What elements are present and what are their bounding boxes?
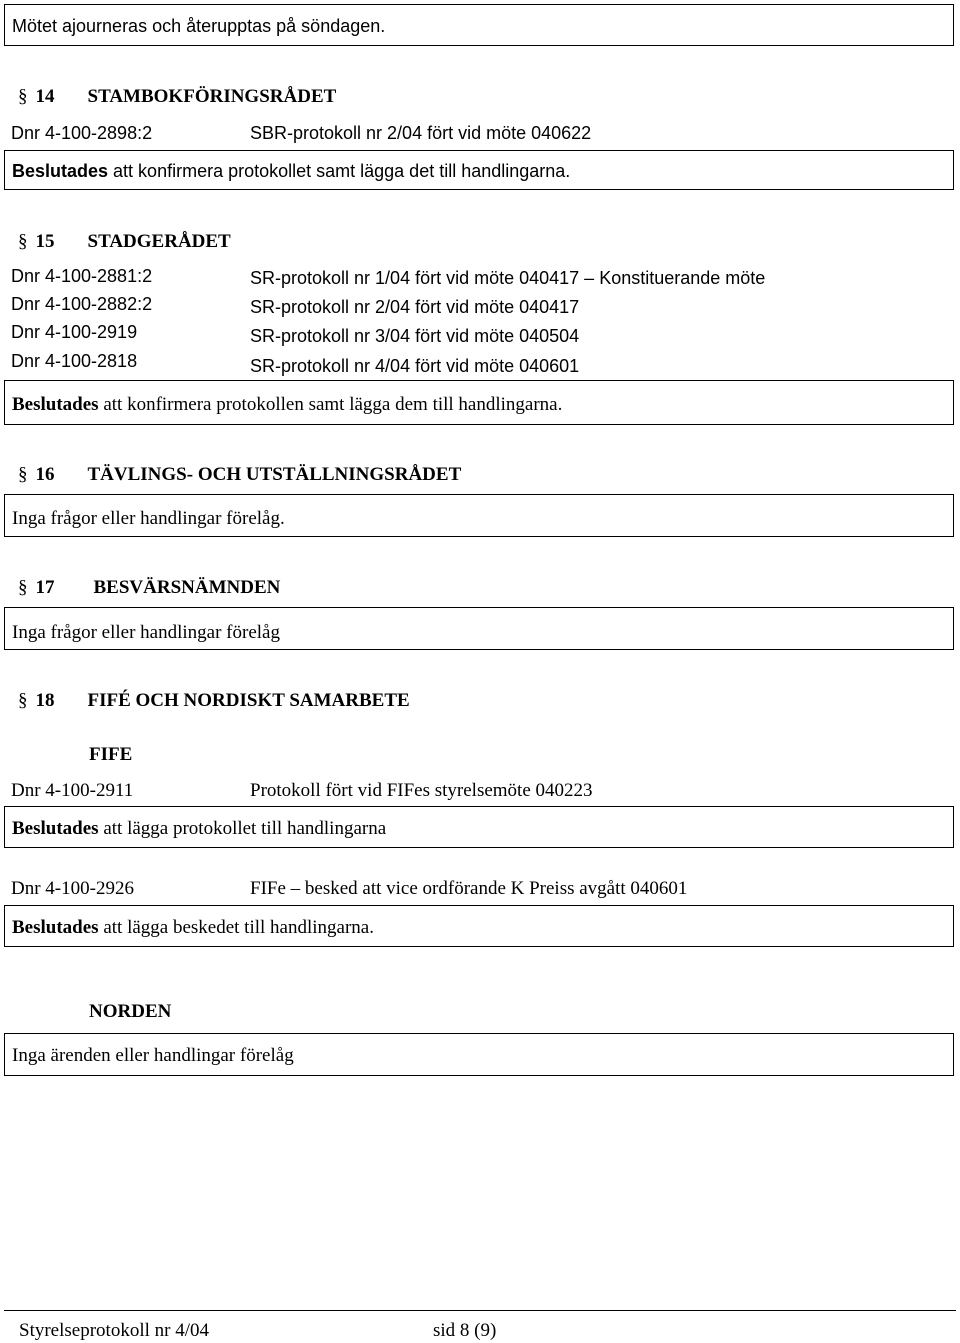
decision-bold: Beslutades	[12, 394, 99, 415]
norden-subheading: NORDEN	[89, 1001, 172, 1022]
section-number: 15	[35, 231, 55, 252]
decision-box	[4, 150, 954, 190]
section-title: FIFÉ OCH NORDISKT SAMARBETE	[87, 690, 410, 711]
decision-bold: Beslutades	[12, 161, 109, 181]
section-number: 18	[35, 690, 55, 711]
dnr-label: Dnr 4-100-2882:2	[11, 294, 153, 314]
protocol-description: SBR-protokoll nr 2/04 fört vid möte 040622	[250, 123, 592, 143]
footer-rule	[4, 1310, 956, 1311]
section-14-heading	[18, 86, 336, 108]
paragraph-sign-icon: §	[18, 86, 28, 107]
decision-rest: att lägga beskedet till handlingarna.	[98, 917, 374, 938]
section-15-heading	[18, 231, 231, 253]
decision-text	[12, 818, 386, 840]
dnr-label: Dnr 4-100-2818	[11, 351, 138, 371]
section-title: STAMBOKFÖRINGSRÅDET	[87, 86, 337, 107]
section-title: STADGERÅDET	[87, 231, 231, 252]
section-title: TÄVLINGS- OCH UTSTÄLLNINGSRÅDET	[87, 464, 462, 485]
decision-box	[4, 380, 954, 425]
section-18-heading	[18, 690, 410, 712]
section-16-heading	[18, 464, 461, 486]
info-box	[4, 607, 954, 650]
protocol-description: SR-protokoll nr 3/04 fört vid möte 040504	[250, 326, 580, 346]
section-number: 14	[35, 86, 55, 107]
info-box	[4, 494, 954, 537]
dnr-label: Dnr 4-100-2911	[11, 780, 134, 801]
decision-box	[4, 905, 954, 947]
decision-text	[12, 161, 570, 182]
dnr-label: Dnr 4-100-2881:2	[11, 266, 153, 286]
info-box	[4, 1033, 954, 1076]
decision-text	[12, 917, 374, 939]
dnr-label: Dnr 4-100-2919	[11, 322, 138, 342]
paragraph-sign-icon: §	[18, 464, 28, 485]
decision-text	[12, 394, 562, 416]
decision-rest: att konfirmera protokollen samt lägga dem till handlingarna.	[98, 394, 563, 415]
dnr-label: Dnr 4-100-2926	[11, 878, 134, 899]
footer-page-number: sid 8 (9)	[433, 1320, 497, 1341]
paragraph-sign-icon: §	[18, 231, 28, 252]
protocol-description: FIFe – besked att vice ordförande K Preiss avgått 040601	[250, 878, 688, 899]
section-number: 16	[35, 464, 55, 485]
footer-document-title: Styrelseprotokoll nr 4/04	[19, 1320, 209, 1341]
protocol-description: SR-protokoll nr 4/04 fört vid möte 040601	[250, 356, 580, 376]
paragraph-sign-icon: §	[18, 577, 28, 598]
decision-box	[4, 806, 954, 848]
section-17-heading	[18, 577, 280, 599]
decision-bold: Beslutades	[12, 917, 99, 938]
decision-bold: Beslutades	[12, 818, 99, 839]
protocol-description: SR-protokoll nr 2/04 fört vid möte 040417	[250, 297, 580, 317]
fife-subheading: FIFE	[89, 744, 133, 765]
dnr-label: Dnr 4-100-2898:2	[11, 123, 153, 143]
adjournment-box	[4, 4, 954, 46]
info-text: Inga frågor eller handlingar förelåg	[12, 622, 280, 643]
info-text: Inga frågor eller handlingar förelåg.	[12, 508, 285, 529]
decision-rest: att lägga protokollet till handlingarna	[98, 818, 387, 839]
decision-rest: att konfirmera protokollet samt lägga det till handlingarna.	[108, 161, 571, 181]
protocol-description: SR-protokoll nr 1/04 fört vid möte 040417 – Konstituerande möte	[250, 268, 766, 288]
paragraph-sign-icon: §	[18, 690, 28, 711]
section-title: BESVÄRSNÄMNDEN	[93, 577, 281, 598]
adjournment-text: Mötet ajourneras och återupptas på söndagen.	[12, 16, 386, 36]
protocol-description: Protokoll fört vid FIFes styrelsemöte 040223	[250, 780, 593, 801]
section-number: 17	[35, 577, 55, 598]
info-text: Inga ärenden eller handlingar förelåg	[12, 1045, 294, 1066]
